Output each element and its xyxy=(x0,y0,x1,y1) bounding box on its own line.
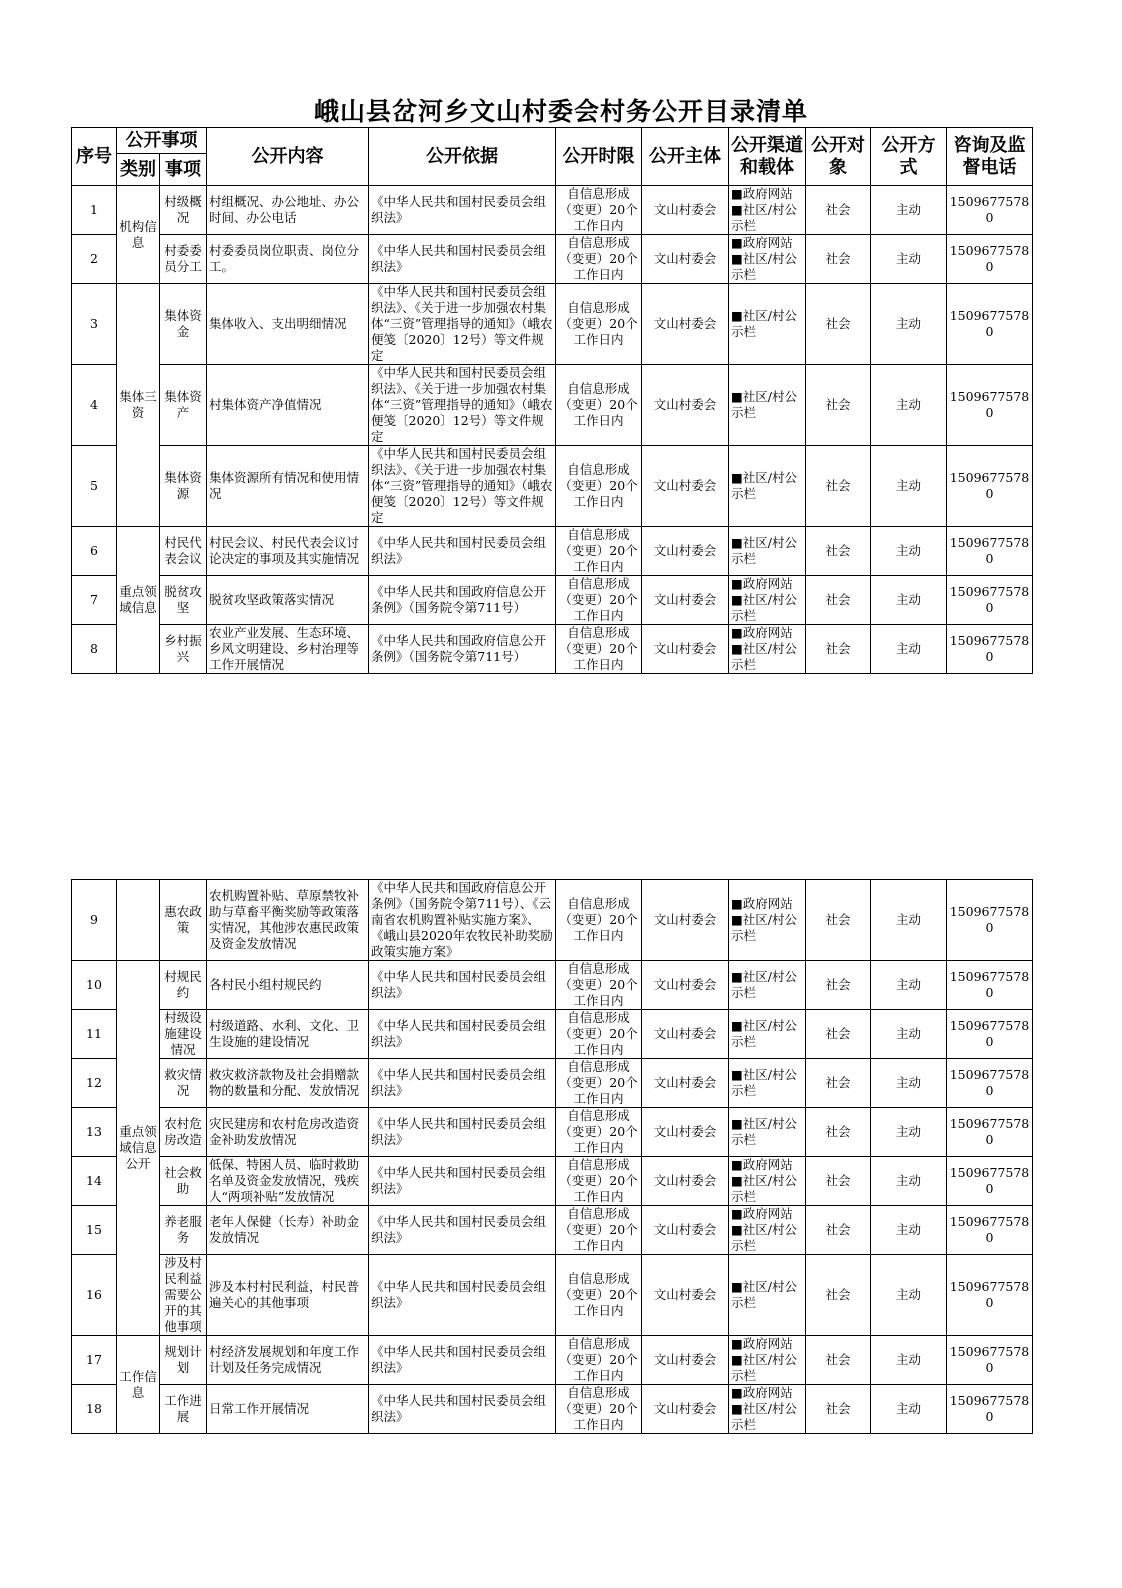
row-category: 集体三资 xyxy=(117,284,160,527)
row-method: 主动 xyxy=(871,365,947,446)
row-period: 自信息形成（变更）20个工作日内 xyxy=(556,527,642,576)
row-method: 主动 xyxy=(871,1336,947,1385)
row-subject: 文山村委会 xyxy=(642,284,729,365)
table-row xyxy=(72,1010,1033,1059)
table-row xyxy=(72,576,1033,625)
page-title: 峨山县岔河乡文山村委会村务公开目录清单 xyxy=(313,97,808,126)
row-method: 主动 xyxy=(871,1010,947,1059)
row-basis: 《中华人民共和国村民委员会组织法》 xyxy=(369,1385,556,1434)
row-target: 社会 xyxy=(806,1336,871,1385)
row-channel: ■政府网站 ■社区/村公示栏 xyxy=(729,576,806,625)
header-method: 公开方式 xyxy=(871,128,947,186)
row-content: 村经济发展规划和年度工作计划及任务完成情况 xyxy=(207,1336,369,1385)
row-seq: 12 xyxy=(72,1059,117,1108)
row-subject: 文山村委会 xyxy=(642,961,729,1010)
row-category xyxy=(117,880,160,961)
table-row xyxy=(72,625,1033,674)
row-content: 灾民建房和农村危房改造资金补助发放情况 xyxy=(207,1108,369,1157)
row-method: 主动 xyxy=(871,186,947,235)
row-period: 自信息形成（变更）20个工作日内 xyxy=(556,1157,642,1206)
row-period: 自信息形成（变更）20个工作日内 xyxy=(556,1059,642,1108)
row-basis: 《中华人民共和国政府信息公开条例》（国务院令第711号） xyxy=(369,625,556,674)
row-period: 自信息形成（变更）20个工作日内 xyxy=(556,1010,642,1059)
row-target: 社会 xyxy=(806,880,871,961)
row-method: 主动 xyxy=(871,625,947,674)
row-content: 低保、特困人员、临时救助名单及资金发放情况，残疾人“两项补贴”发放情况 xyxy=(207,1157,369,1206)
table-row xyxy=(72,1206,1033,1255)
row-phone: 15096775780 xyxy=(947,446,1033,527)
row-subject: 文山村委会 xyxy=(642,527,729,576)
row-channel: ■政府网站 ■社区/村公示栏 xyxy=(729,625,806,674)
row-subject: 文山村委会 xyxy=(642,1010,729,1059)
row-basis: 《中华人民共和国村民委员会组织法》 xyxy=(369,1108,556,1157)
row-basis: 《中华人民共和国村民委员会组织法》 xyxy=(369,527,556,576)
row-seq: 4 xyxy=(72,365,117,446)
row-phone: 15096775780 xyxy=(947,186,1033,235)
row-seq: 17 xyxy=(72,1336,117,1385)
table-row xyxy=(72,1157,1033,1206)
row-method: 主动 xyxy=(871,1385,947,1434)
row-seq: 10 xyxy=(72,961,117,1010)
row-target: 社会 xyxy=(806,527,871,576)
row-item: 集体资源 xyxy=(160,446,207,527)
row-target: 社会 xyxy=(806,1108,871,1157)
row-target: 社会 xyxy=(806,235,871,284)
row-seq: 5 xyxy=(72,446,117,527)
row-target: 社会 xyxy=(806,284,871,365)
row-channel: ■社区/村公示栏 xyxy=(729,365,806,446)
row-period: 自信息形成（变更）20个工作日内 xyxy=(556,961,642,1010)
row-method: 主动 xyxy=(871,284,947,365)
row-content: 村委委员岗位职责、岗位分工。 xyxy=(207,235,369,284)
row-basis: 《中华人民共和国村民委员会组织法》、《关于进一步加强农村集体“三资”管理指导的通知》（峨农便笺〔2020〕12号）等文件规定 xyxy=(369,284,556,365)
row-item: 养老服务 xyxy=(160,1206,207,1255)
row-period: 自信息形成（变更）20个工作日内 xyxy=(556,1206,642,1255)
table-row xyxy=(72,961,1033,1010)
row-basis: 《中华人民共和国村民委员会组织法》 xyxy=(369,961,556,1010)
row-phone: 15096775780 xyxy=(947,1059,1033,1108)
row-content: 农机购置补贴、草原禁牧补助与草畜平衡奖励等政策落实情况，其他涉农惠民政策及资金发放情况 xyxy=(207,880,369,961)
table-row xyxy=(72,1108,1033,1157)
row-content: 村组概况、办公地址、办公时间、办公电话 xyxy=(207,186,369,235)
row-method: 主动 xyxy=(871,235,947,284)
row-item: 乡村振兴 xyxy=(160,625,207,674)
row-item: 农村危房改造 xyxy=(160,1108,207,1157)
row-item: 村级概况 xyxy=(160,186,207,235)
row-content: 日常工作开展情况 xyxy=(207,1385,369,1434)
row-seq: 18 xyxy=(72,1385,117,1434)
row-target: 社会 xyxy=(806,1255,871,1336)
row-content: 村集体资产净值情况 xyxy=(207,365,369,446)
directory-table-page-2 xyxy=(71,879,1033,1434)
row-target: 社会 xyxy=(806,576,871,625)
row-phone: 15096775780 xyxy=(947,1157,1033,1206)
row-channel: ■政府网站 ■社区/村公示栏 xyxy=(729,880,806,961)
header-period: 公开时限 xyxy=(556,128,642,186)
row-basis: 《中华人民共和国村民委员会组织法》 xyxy=(369,235,556,284)
row-seq: 2 xyxy=(72,235,117,284)
row-subject: 文山村委会 xyxy=(642,1385,729,1434)
row-method: 主动 xyxy=(871,1059,947,1108)
row-seq: 16 xyxy=(72,1255,117,1336)
row-phone: 15096775780 xyxy=(947,284,1033,365)
row-channel: ■政府网站 ■社区/村公示栏 xyxy=(729,1157,806,1206)
row-phone: 15096775780 xyxy=(947,1010,1033,1059)
row-phone: 15096775780 xyxy=(947,961,1033,1010)
row-content: 各村民小组村规民约 xyxy=(207,961,369,1010)
row-method: 主动 xyxy=(871,1206,947,1255)
row-method: 主动 xyxy=(871,1157,947,1206)
row-channel: ■政府网站 ■社区/村公示栏 xyxy=(729,1206,806,1255)
row-content: 涉及本村村民利益，村民普遍关心的其他事项 xyxy=(207,1255,369,1336)
row-basis: 《中华人民共和国村民委员会组织法》、《关于进一步加强农村集体“三资”管理指导的通知》（峨农便笺〔2020〕12号）等文件规定 xyxy=(369,365,556,446)
row-item: 集体资产 xyxy=(160,365,207,446)
row-period: 自信息形成（变更）20个工作日内 xyxy=(556,235,642,284)
table-row xyxy=(72,365,1033,446)
row-channel: ■政府网站 ■社区/村公示栏 xyxy=(729,186,806,235)
row-channel: ■政府网站 ■社区/村公示栏 xyxy=(729,235,806,284)
row-item: 社会救助 xyxy=(160,1157,207,1206)
row-phone: 15096775780 xyxy=(947,235,1033,284)
row-seq: 11 xyxy=(72,1010,117,1059)
table-row xyxy=(72,186,1033,235)
row-phone: 15096775780 xyxy=(947,880,1033,961)
row-phone: 15096775780 xyxy=(947,1206,1033,1255)
row-channel: ■社区/村公示栏 xyxy=(729,1059,806,1108)
header-category: 类别 xyxy=(117,154,160,186)
row-content: 集体收入、支出明细情况 xyxy=(207,284,369,365)
row-basis: 《中华人民共和国政府信息公开条例》（国务院令第711号）、《云南省农机购置补贴实施方案》、《峨山县2020年农牧民补助奖励政策实施方案》 xyxy=(369,880,556,961)
header-subject: 公开主体 xyxy=(642,128,729,186)
header-phone: 咨询及监督电话 xyxy=(947,128,1033,186)
row-period: 自信息形成（变更）20个工作日内 xyxy=(556,365,642,446)
row-subject: 文山村委会 xyxy=(642,1255,729,1336)
row-category: 重点领域信息 xyxy=(117,527,160,674)
row-period: 自信息形成（变更）20个工作日内 xyxy=(556,186,642,235)
row-period: 自信息形成（变更）20个工作日内 xyxy=(556,1108,642,1157)
row-seq: 9 xyxy=(72,880,117,961)
table-row xyxy=(72,527,1033,576)
row-seq: 8 xyxy=(72,625,117,674)
row-basis: 《中华人民共和国村民委员会组织法》 xyxy=(369,1010,556,1059)
row-item: 脱贫攻坚 xyxy=(160,576,207,625)
table-row xyxy=(72,1059,1033,1108)
row-subject: 文山村委会 xyxy=(642,1059,729,1108)
row-content: 村级道路、水利、文化、卫生设施的建设情况 xyxy=(207,1010,369,1059)
row-channel: ■政府网站 ■社区/村公示栏 xyxy=(729,1336,806,1385)
row-period: 自信息形成（变更）20个工作日内 xyxy=(556,446,642,527)
row-basis: 《中华人民共和国村民委员会组织法》 xyxy=(369,1206,556,1255)
row-target: 社会 xyxy=(806,1157,871,1206)
row-phone: 15096775780 xyxy=(947,365,1033,446)
row-basis: 《中华人民共和国村民委员会组织法》 xyxy=(369,1255,556,1336)
row-item: 工作进展 xyxy=(160,1385,207,1434)
row-channel: ■社区/村公示栏 xyxy=(729,1108,806,1157)
row-item: 村委委员分工 xyxy=(160,235,207,284)
table-row xyxy=(72,1255,1033,1336)
row-channel: ■社区/村公示栏 xyxy=(729,527,806,576)
row-target: 社会 xyxy=(806,625,871,674)
row-period: 自信息形成（变更）20个工作日内 xyxy=(556,576,642,625)
row-content: 救灾救济款物及社会捐赠款物的数量和分配、发放情况 xyxy=(207,1059,369,1108)
row-subject: 文山村委会 xyxy=(642,446,729,527)
row-item: 救灾情况 xyxy=(160,1059,207,1108)
row-phone: 15096775780 xyxy=(947,1336,1033,1385)
row-phone: 15096775780 xyxy=(947,625,1033,674)
row-method: 主动 xyxy=(871,1255,947,1336)
row-subject: 文山村委会 xyxy=(642,1108,729,1157)
table-row xyxy=(72,1385,1033,1434)
row-target: 社会 xyxy=(806,961,871,1010)
row-item: 规划计划 xyxy=(160,1336,207,1385)
row-category: 重点领域信息公开 xyxy=(117,961,160,1336)
row-phone: 15096775780 xyxy=(947,1385,1033,1434)
row-channel: ■社区/村公示栏 xyxy=(729,1255,806,1336)
row-item: 涉及村民利益需要公开的其他事项 xyxy=(160,1255,207,1336)
row-seq: 3 xyxy=(72,284,117,365)
table-row xyxy=(72,235,1033,284)
row-period: 自信息形成（变更）20个工作日内 xyxy=(556,284,642,365)
row-seq: 14 xyxy=(72,1157,117,1206)
row-item: 集体资金 xyxy=(160,284,207,365)
row-category: 工作信息 xyxy=(117,1336,160,1434)
row-method: 主动 xyxy=(871,446,947,527)
row-item: 惠农政策 xyxy=(160,880,207,961)
row-channel: ■政府网站 ■社区/村公示栏 xyxy=(729,1385,806,1434)
header-content: 公开内容 xyxy=(207,128,369,186)
row-subject: 文山村委会 xyxy=(642,1157,729,1206)
row-content: 集体资源所有情况和使用情况 xyxy=(207,446,369,527)
row-basis: 《中华人民共和国村民委员会组织法》 xyxy=(369,1336,556,1385)
header-item: 事项 xyxy=(160,154,207,186)
row-period: 自信息形成（变更）20个工作日内 xyxy=(556,1336,642,1385)
row-target: 社会 xyxy=(806,1010,871,1059)
row-subject: 文山村委会 xyxy=(642,235,729,284)
table-row xyxy=(72,284,1033,365)
row-period: 自信息形成（变更）20个工作日内 xyxy=(556,625,642,674)
row-target: 社会 xyxy=(806,446,871,527)
row-seq: 13 xyxy=(72,1108,117,1157)
row-period: 自信息形成（变更）20个工作日内 xyxy=(556,1255,642,1336)
row-channel: ■社区/村公示栏 xyxy=(729,1010,806,1059)
row-item: 村规民约 xyxy=(160,961,207,1010)
row-target: 社会 xyxy=(806,1059,871,1108)
table-row xyxy=(72,880,1033,961)
row-method: 主动 xyxy=(871,880,947,961)
row-basis: 《中华人民共和国村民委员会组织法》 xyxy=(369,1157,556,1206)
row-basis: 《中华人民共和国村民委员会组织法》 xyxy=(369,186,556,235)
row-channel: ■社区/村公示栏 xyxy=(729,446,806,527)
row-method: 主动 xyxy=(871,1108,947,1157)
row-method: 主动 xyxy=(871,576,947,625)
row-subject: 文山村委会 xyxy=(642,880,729,961)
row-subject: 文山村委会 xyxy=(642,365,729,446)
row-phone: 15096775780 xyxy=(947,576,1033,625)
row-method: 主动 xyxy=(871,961,947,1010)
row-content: 农业产业发展、生态环境、乡风文明建设、乡村治理等工作开展情况 xyxy=(207,625,369,674)
row-subject: 文山村委会 xyxy=(642,576,729,625)
row-target: 社会 xyxy=(806,186,871,235)
row-content: 村民会议、村民代表会议讨论决定的事项及其实施情况 xyxy=(207,527,369,576)
row-seq: 1 xyxy=(72,186,117,235)
row-subject: 文山村委会 xyxy=(642,1336,729,1385)
row-seq: 7 xyxy=(72,576,117,625)
header-row xyxy=(72,128,1033,154)
row-phone: 15096775780 xyxy=(947,1108,1033,1157)
row-period: 自信息形成（变更）20个工作日内 xyxy=(556,1385,642,1434)
row-content: 老年人保健（长寿）补助金发放情况 xyxy=(207,1206,369,1255)
table-row xyxy=(72,1336,1033,1385)
header-matter: 公开事项 xyxy=(117,128,207,154)
row-basis: 《中华人民共和国政府信息公开条例》（国务院令第711号） xyxy=(369,576,556,625)
row-target: 社会 xyxy=(806,1385,871,1434)
row-subject: 文山村委会 xyxy=(642,625,729,674)
row-category: 机构信息 xyxy=(117,186,160,284)
row-target: 社会 xyxy=(806,1206,871,1255)
row-phone: 15096775780 xyxy=(947,1255,1033,1336)
row-subject: 文山村委会 xyxy=(642,1206,729,1255)
header-seq: 序号 xyxy=(72,128,117,186)
row-subject: 文山村委会 xyxy=(642,186,729,235)
row-item: 村级设施建设情况 xyxy=(160,1010,207,1059)
directory-table-page-1 xyxy=(71,127,1033,674)
row-basis: 《中华人民共和国村民委员会组织法》、《关于进一步加强农村集体“三资”管理指导的通知》（峨农便笺〔2020〕12号）等文件规定 xyxy=(369,446,556,527)
row-method: 主动 xyxy=(871,527,947,576)
header-basis: 公开依据 xyxy=(369,128,556,186)
row-seq: 6 xyxy=(72,527,117,576)
header-channel: 公开渠道和载体 xyxy=(729,128,806,186)
table-row xyxy=(72,446,1033,527)
row-item: 村民代表会议 xyxy=(160,527,207,576)
header-target: 公开对象 xyxy=(806,128,871,186)
row-basis: 《中华人民共和国村民委员会组织法》 xyxy=(369,1059,556,1108)
row-seq: 15 xyxy=(72,1206,117,1255)
row-content: 脱贫攻坚政策落实情况 xyxy=(207,576,369,625)
row-phone: 15096775780 xyxy=(947,527,1033,576)
row-period: 自信息形成（变更）20个工作日内 xyxy=(556,880,642,961)
row-channel: ■社区/村公示栏 xyxy=(729,284,806,365)
row-channel: ■社区/村公示栏 xyxy=(729,961,806,1010)
row-target: 社会 xyxy=(806,365,871,446)
